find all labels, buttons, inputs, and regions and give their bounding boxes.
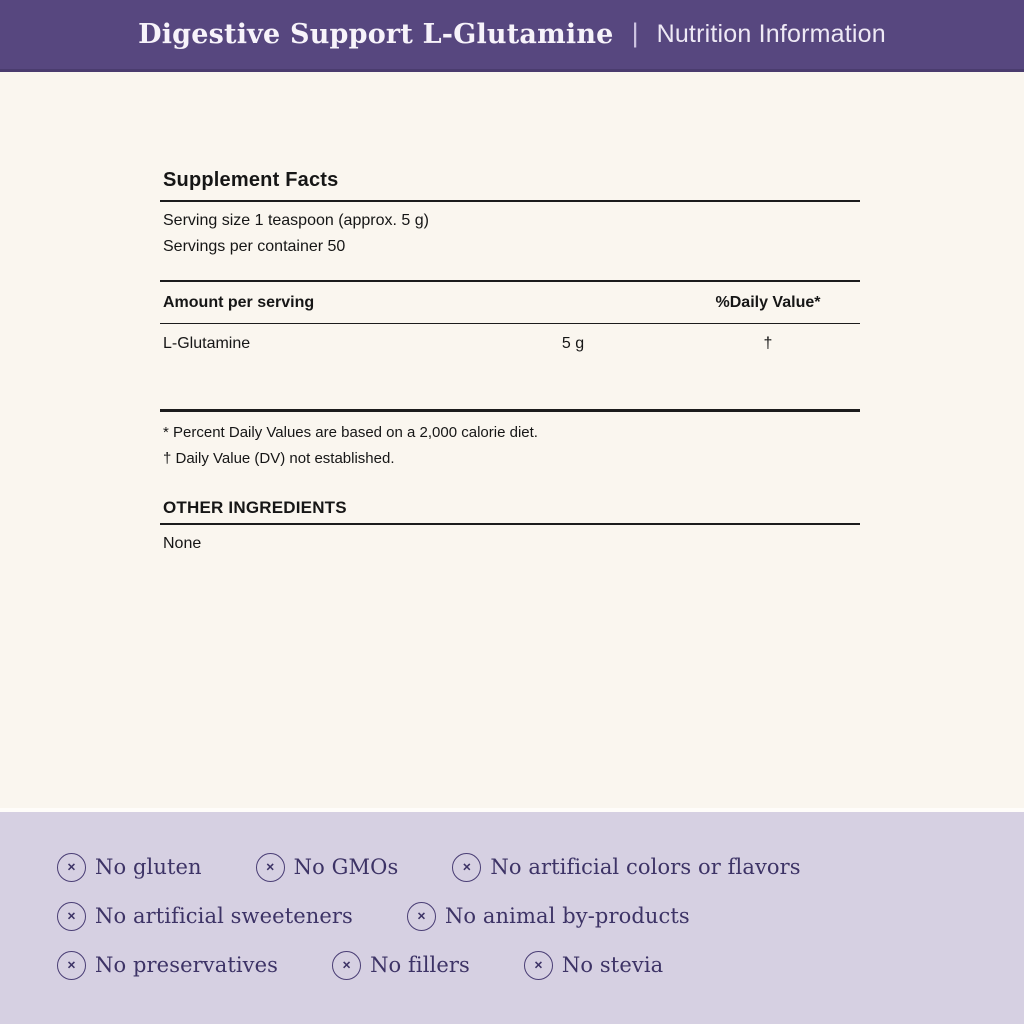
serving-info <box>160 202 860 280</box>
column-spacer <box>473 294 673 312</box>
supplement-facts-title: Supplement Facts <box>163 169 339 191</box>
ingredient-name: L-Glutamine <box>163 335 251 352</box>
header-divider: | <box>631 18 639 48</box>
badge-no-artificial-colors-or-flavors <box>452 853 800 882</box>
supplement-facts-panel <box>160 169 860 553</box>
footnote-percent-daily-values: * Percent Daily Values are based on a 2,000 calorie diet. <box>163 424 538 441</box>
x-icon: × <box>534 956 543 973</box>
footnote-dv-not-established: † Daily Value (DV) not established. <box>163 450 395 467</box>
footnotes <box>160 412 860 472</box>
column-amount-per-serving: Amount per serving <box>163 294 315 311</box>
cross-circle-icon <box>57 902 86 931</box>
other-ingredients-title: OTHER INGREDIENTS <box>163 498 347 517</box>
badge-label: No fillers <box>370 953 470 977</box>
cross-circle-icon <box>407 902 436 931</box>
badge-label: No stevia <box>561 953 664 977</box>
badge-label: No animal by-products <box>444 904 690 928</box>
badge-no-stevia <box>524 951 663 980</box>
x-icon: × <box>417 907 426 924</box>
badge-label: No GMOs <box>293 855 399 879</box>
x-icon: × <box>342 956 351 973</box>
table-row <box>160 324 860 409</box>
badge-row <box>57 948 1024 982</box>
badge-label: No artificial colors or flavors <box>490 855 801 879</box>
x-icon: × <box>67 956 76 973</box>
header-subtitle: Nutrition Information <box>656 20 886 48</box>
badge-row <box>57 850 1024 884</box>
cross-circle-icon <box>332 951 361 980</box>
other-ingredients-value: None <box>163 535 202 552</box>
cross-circle-icon <box>524 951 553 980</box>
x-icon: × <box>266 858 275 875</box>
product-title: Digestive Support L-Glutamine <box>138 19 614 50</box>
column-daily-value: %Daily Value* <box>715 294 821 311</box>
cross-circle-icon <box>256 853 285 882</box>
serving-size: Serving size 1 teaspoon (approx. 5 g) <box>163 212 429 229</box>
badge-label: No artificial sweeteners <box>95 904 353 928</box>
ingredient-amount: 5 g <box>561 335 585 352</box>
ingredient-daily-value: † <box>763 335 773 352</box>
x-icon: × <box>67 858 76 875</box>
badge-label: No gluten <box>95 855 202 879</box>
badge-label: No preservatives <box>95 953 279 977</box>
badge-no-animal-by-products <box>407 902 690 931</box>
facts-table-header <box>160 282 860 323</box>
servings-per-container: Servings per container 50 <box>163 238 346 255</box>
cross-circle-icon <box>452 853 481 882</box>
badge-no-preservatives <box>57 951 278 980</box>
x-icon: × <box>67 907 76 924</box>
badge-no-fillers <box>332 951 470 980</box>
x-icon: × <box>462 858 471 875</box>
cross-circle-icon <box>57 951 86 980</box>
header-banner <box>0 0 1024 72</box>
badge-no-artificial-sweeteners <box>57 902 353 931</box>
attribute-badges-section <box>0 808 1024 1024</box>
badge-no-gmos <box>256 853 399 882</box>
badge-no-gluten <box>57 853 202 882</box>
cross-circle-icon <box>57 853 86 882</box>
badge-row <box>57 899 1024 933</box>
